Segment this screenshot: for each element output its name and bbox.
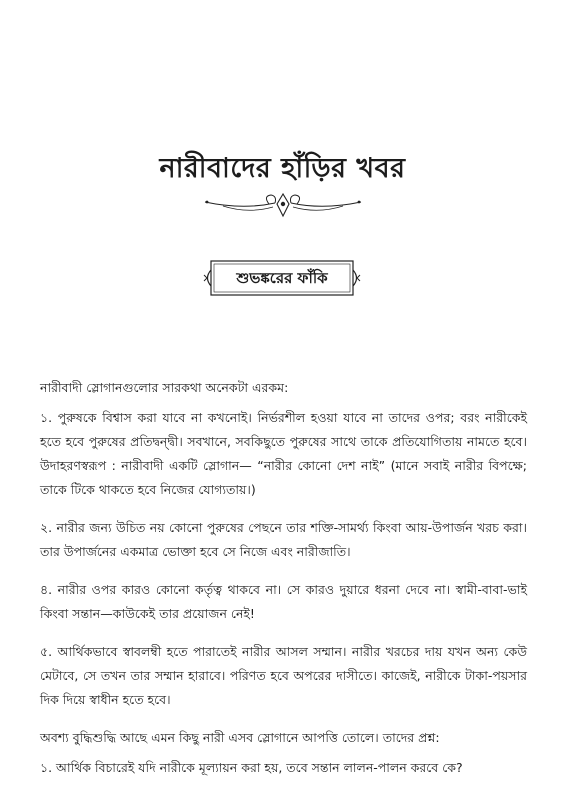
chapter-title: নারীবাদের হাঁড়ির খবর (159, 153, 406, 184)
paragraph-point-1: ১. পুরুষকে বিশ্বাস করা যাবে না কখনোই। নির্ভরশীল হওয়া যাবে না তাদের ওপর; বরং নারীকেই হতে হবে পুরুষের প্রতিদ্বন্দ্বী। সবখানে, সবকিছুতে পুরুষের সাথে তাকে প্রতিযোগিতায় নামতে হবে। উদাহরণস্বরূপ : নারীবাদী একটি স্লোগান— “নারীর কোনো দেশ নাই” (মানে সবাই নারীর বিপক্ষে; তাকে টিকে থাকতে হবে নিজের যোগ্যতায়।) (40, 410, 527, 497)
flourish-ornament-icon (203, 192, 363, 218)
paragraph-point-2: ২. নারীর জন্য উচিত নয় কোনো পুরুষের পেছনে তার শক্তি-সামর্থ্য কিংবা আয়-উপার্জন খরচ করা। তার উপার্জনের একমাত্র ভোক্তা হবে সে নিজে এবং নারীজাতি। (40, 520, 527, 559)
section-heading-frame (203, 258, 361, 298)
body-text (40, 376, 527, 794)
paragraph-point-5: ৫. আর্থিকভাবে স্বাবলম্বী হতে পারাতেই নারীর আসল সম্মান। নারীর খরচের দায় যখন অন্য কেউ মেটাবে, সে তখন তার সম্মান হারাবে। পরিণত হবে অপরের দাসীতে। কাজেই, নারীকে টাকা-পয়সার দিক দিয়ে স্বাধীন হতে হবে। (40, 644, 527, 707)
paragraph-question-1: ১. আর্থিক বিচারেই যদি নারীকে মূল্যায়ন করা হয়, তবে সন্তান লালন-পালন করবে কে? (40, 760, 463, 775)
section-title: শুভঙ্করের ফাঁকি (236, 269, 328, 287)
paragraph-objection: অবশ্য বুদ্ধিশুদ্ধি আছে এমন কিছু নারী এসব স্লোগানে আপত্তি তোলে। তাদের প্রশ্ন: (40, 730, 440, 745)
paragraph-intro: নারীবাদী স্লোগানগুলোর সারকথা অনেকটা এরকম: (40, 380, 289, 395)
paragraph-point-4: ৪. নারীর ওপর কারও কোনো কর্তৃত্ব থাকবে না। সে কারও দুয়ারে ধরনা দেবে না। স্বামী-বাবা-ভাই কিংবা সন্তান—কাউকেই তার প্রয়োজন নেই! (40, 582, 527, 621)
